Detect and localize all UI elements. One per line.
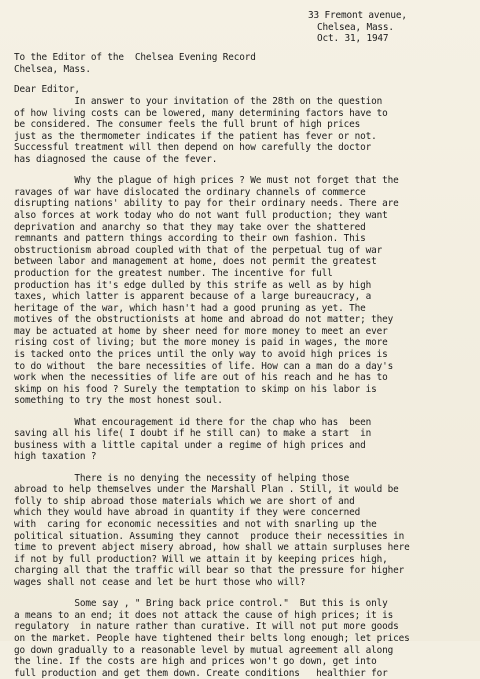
paragraph-gap bbox=[14, 463, 410, 473]
body-line: production for the greatest number. The incentive for full bbox=[14, 267, 333, 279]
body-line: if not by full production? Will we attain it by keeping prices high, bbox=[14, 553, 388, 565]
body-line: What encouragement id there for the chap who has been bbox=[14, 416, 372, 428]
salutation: Dear Editor, bbox=[14, 84, 80, 95]
body-line: abroad to help themselves under the Marshall Plan . Still, it would be bbox=[14, 484, 399, 496]
address-street: 33 Fremont avenue, bbox=[308, 10, 407, 21]
body-line: work when the necessities of life are out of his reach and he has to bbox=[14, 372, 388, 384]
body-line: wages shall not cease and let be hurt those who will? bbox=[14, 576, 306, 588]
paragraph-gap bbox=[14, 166, 410, 176]
body-line: obstructionism abroad coupled with that of the perpetual tug of war bbox=[14, 244, 383, 256]
body-line: saving all his life( I doubt if he still can) to make a start in bbox=[14, 428, 372, 440]
body-line: to do without the bare necessities of life. How can a man do a day's bbox=[14, 360, 394, 372]
body-line: which they would have abroad in quantity if they were concerned bbox=[14, 507, 361, 519]
body-line: go down gradually to a reasonable level by mutual agreement all along bbox=[14, 644, 394, 656]
body-line: disrupting nations' ability to pay for their ordinary needs. There are bbox=[14, 198, 399, 210]
body-line: Why the plague of high prices ? We must not forget that the bbox=[14, 175, 399, 187]
body-line: Some say , " Bring back price control." But this is only bbox=[14, 598, 388, 610]
body-line: has diagnosed the cause of the fever. bbox=[14, 153, 218, 165]
body-line: regulatory in nature rather than curative. It will not put more goods bbox=[14, 621, 399, 633]
paragraph-gap bbox=[14, 407, 410, 417]
body-line: on the market. People have tightened their belts long enough; let prices bbox=[14, 632, 410, 644]
letter-date: Oct. 31, 1947 bbox=[317, 33, 389, 44]
body-line: between labor and management at home, does not permit the greatest bbox=[14, 256, 377, 268]
body-line: political situation. Assuming they cannot produce their necessities in bbox=[14, 530, 405, 542]
body-line: skimp on his food ? Surely the temptation to skimp on his labor is bbox=[14, 383, 377, 395]
recipient-block bbox=[14, 52, 256, 75]
body-line: production has it's edge dulled by this strife as well as by high bbox=[14, 279, 372, 291]
body-line: ravages of war have dislocated the ordinary channels of commerce bbox=[14, 186, 366, 198]
body-line: taxes, which latter is apparent because of a large bureaucracy, a bbox=[14, 291, 372, 303]
body-line: Successful treatment will then depend on how carefully the doctor bbox=[14, 142, 372, 154]
sender-address bbox=[308, 10, 407, 45]
body-line: folly to ship abroad those materials which we are short of and bbox=[14, 495, 355, 507]
body-line: heritage of the war, which hasn't had a good pruning as yet. The bbox=[14, 302, 366, 314]
body-line: deprivation and anarchy so that they may take over the shattered bbox=[14, 221, 366, 233]
body-line: charging all that the traffic will bear so that the pressure for higher bbox=[14, 565, 405, 577]
body-line: a means to an end; it does not attack the cause of high prices; it is bbox=[14, 609, 394, 621]
body-line: the line. If the costs are high and prices won't go down, get into bbox=[14, 656, 377, 668]
body-line: business with a little capital under a regime of high prices and bbox=[14, 439, 366, 451]
paragraph-gap bbox=[14, 589, 410, 599]
body-line: time to prevent abject misery abroad, how shall we attain surpluses here bbox=[14, 542, 410, 554]
body-line: with caring for economic necessities and not with snarling up the bbox=[14, 518, 377, 530]
body-line: There is no denying the necessity of helping those bbox=[14, 472, 350, 484]
body-line: just as the thermometer indicates if the patient has fever or not. bbox=[14, 130, 377, 142]
body-line: also forces at work today who do not want full production; they want bbox=[14, 209, 388, 221]
body-line: of how living costs can be lowered, many determining factors have to bbox=[14, 107, 388, 119]
body-line: may be actuated at home by sheer need for more money to meet an ever bbox=[14, 325, 388, 337]
body-line: something to try the most honest soul. bbox=[14, 395, 223, 407]
body-line: motives of the obstructionists at home and abroad do not matter; they bbox=[14, 314, 394, 326]
body-line: rising cost of living; but the more money is paid in wages, the more bbox=[14, 337, 388, 349]
body-line: full production and get them down. Create conditions healthier for bbox=[14, 667, 388, 679]
body-line: is tacked onto the prices until the only way to avoid high prices is bbox=[14, 349, 388, 361]
address-city: Chelsea, Mass. bbox=[317, 21, 394, 33]
body-line: remnants and pattern things according to their own fashion. This bbox=[14, 233, 366, 245]
body-line: In answer to your invitation of the 28th on the question bbox=[14, 96, 383, 107]
recipient-name: To the Editor of the Chelsea Evening Record bbox=[14, 52, 256, 63]
body-line: be considered. The consumer feels the full brunt of high prices bbox=[14, 119, 361, 131]
recipient-city: Chelsea, Mass. bbox=[14, 63, 91, 75]
body-line: high taxation ? bbox=[14, 451, 97, 463]
letter-body bbox=[14, 96, 410, 679]
